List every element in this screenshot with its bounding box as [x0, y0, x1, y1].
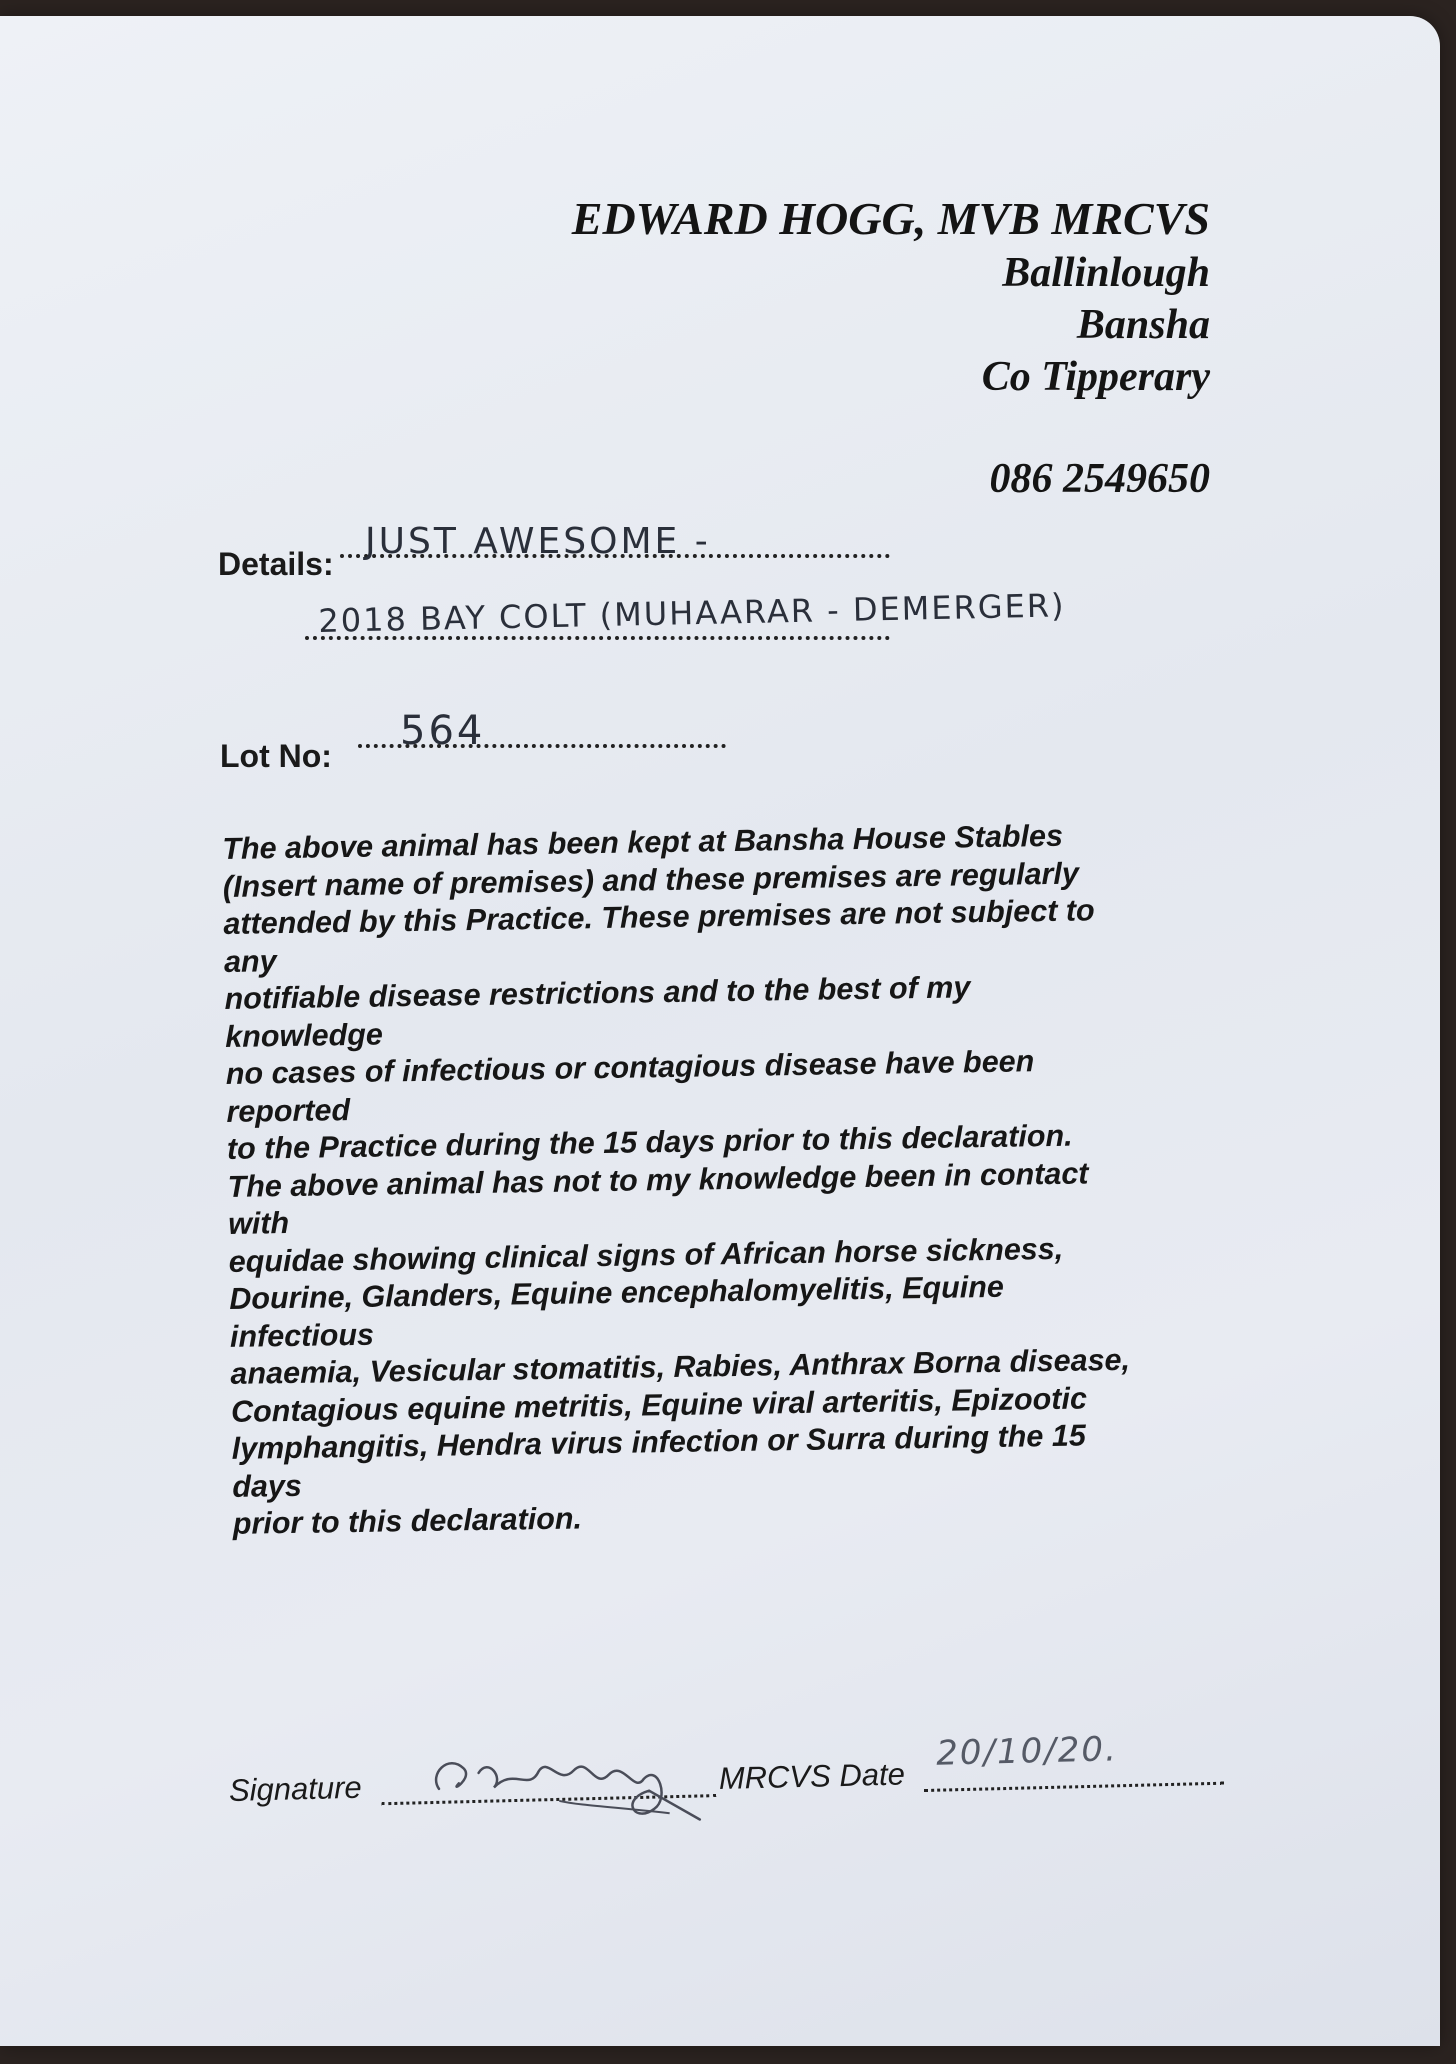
signature-scribble — [418, 1727, 720, 1834]
declaration-line: days — [232, 1468, 303, 1504]
practitioner-name: EDWARD HOGG, MVB MRCVS — [571, 193, 1210, 244]
declaration-line: with — [227, 1205, 290, 1241]
declaration-line: (Insert name of premises) and these premises are regularly — [222, 856, 1080, 904]
declaration-line: knowledge — [224, 1017, 384, 1054]
date-dotted-line — [924, 1782, 1224, 1792]
signature-label: Signature — [228, 1769, 363, 1808]
declaration-line: notifiable disease restrictions and to the best of my — [224, 970, 971, 1016]
address-line-1: Ballinlough — [1002, 250, 1210, 296]
declaration-line: infectious — [229, 1317, 375, 1354]
declaration-line: equidae showing clinical signs of African horse sickness, — [228, 1231, 1064, 1279]
details-handwriting-line-1: JUST AWESOME - — [365, 521, 711, 562]
address-line-3: Co Tipperary — [981, 354, 1210, 400]
declaration-line: any — [223, 943, 277, 979]
date-handwriting: 20/10/20. — [935, 1729, 1119, 1774]
document-page — [0, 16, 1440, 2046]
lot-field — [220, 738, 332, 775]
details-handwriting-line-2: 2018 BAY COLT (MUHAARAR - DEMERGER) — [318, 586, 1066, 640]
details-field — [218, 546, 334, 583]
declaration-line: Contagious equine metritis, Equine viral arteritis, Epizootic — [230, 1380, 1088, 1429]
declaration-line: reported — [226, 1092, 351, 1129]
declaration-text — [222, 815, 1233, 1543]
declaration-line: anaemia, Vesicular stomatitis, Rabies, Anthrax Borna disease, — [230, 1342, 1131, 1391]
lot-label: Lot No: — [220, 738, 332, 774]
declaration-line: lymphangitis, Hendra virus infection or Surra during the 15 — [231, 1418, 1087, 1466]
letterhead — [572, 191, 1210, 505]
phone-number: 086 2549650 — [989, 456, 1210, 502]
mrcvs-date-label: MRCVS Date — [718, 1756, 906, 1797]
declaration-line: to the Practice during the 15 days prior to this declaration. — [226, 1118, 1073, 1166]
declaration-line: prior to this declaration. — [232, 1501, 583, 1541]
lot-handwriting: 564 — [400, 708, 486, 754]
declaration-line: The above animal has not to my knowledge been in contact — [227, 1155, 1089, 1204]
details-label: Details: — [218, 546, 334, 582]
declaration-line: Dourine, Glanders, Equine encephalomyelitis, Equine — [229, 1269, 1005, 1316]
declaration-line: attended by this Practice. These premises are not subject to — [223, 893, 1095, 941]
address-line-2: Bansha — [1076, 302, 1210, 348]
declaration-line: no cases of infectious or contagious disease have been — [225, 1044, 1035, 1091]
declaration-line: The above animal has been kept at Bansha House Stables — [222, 818, 1064, 866]
signature-row — [228, 1727, 1229, 1821]
